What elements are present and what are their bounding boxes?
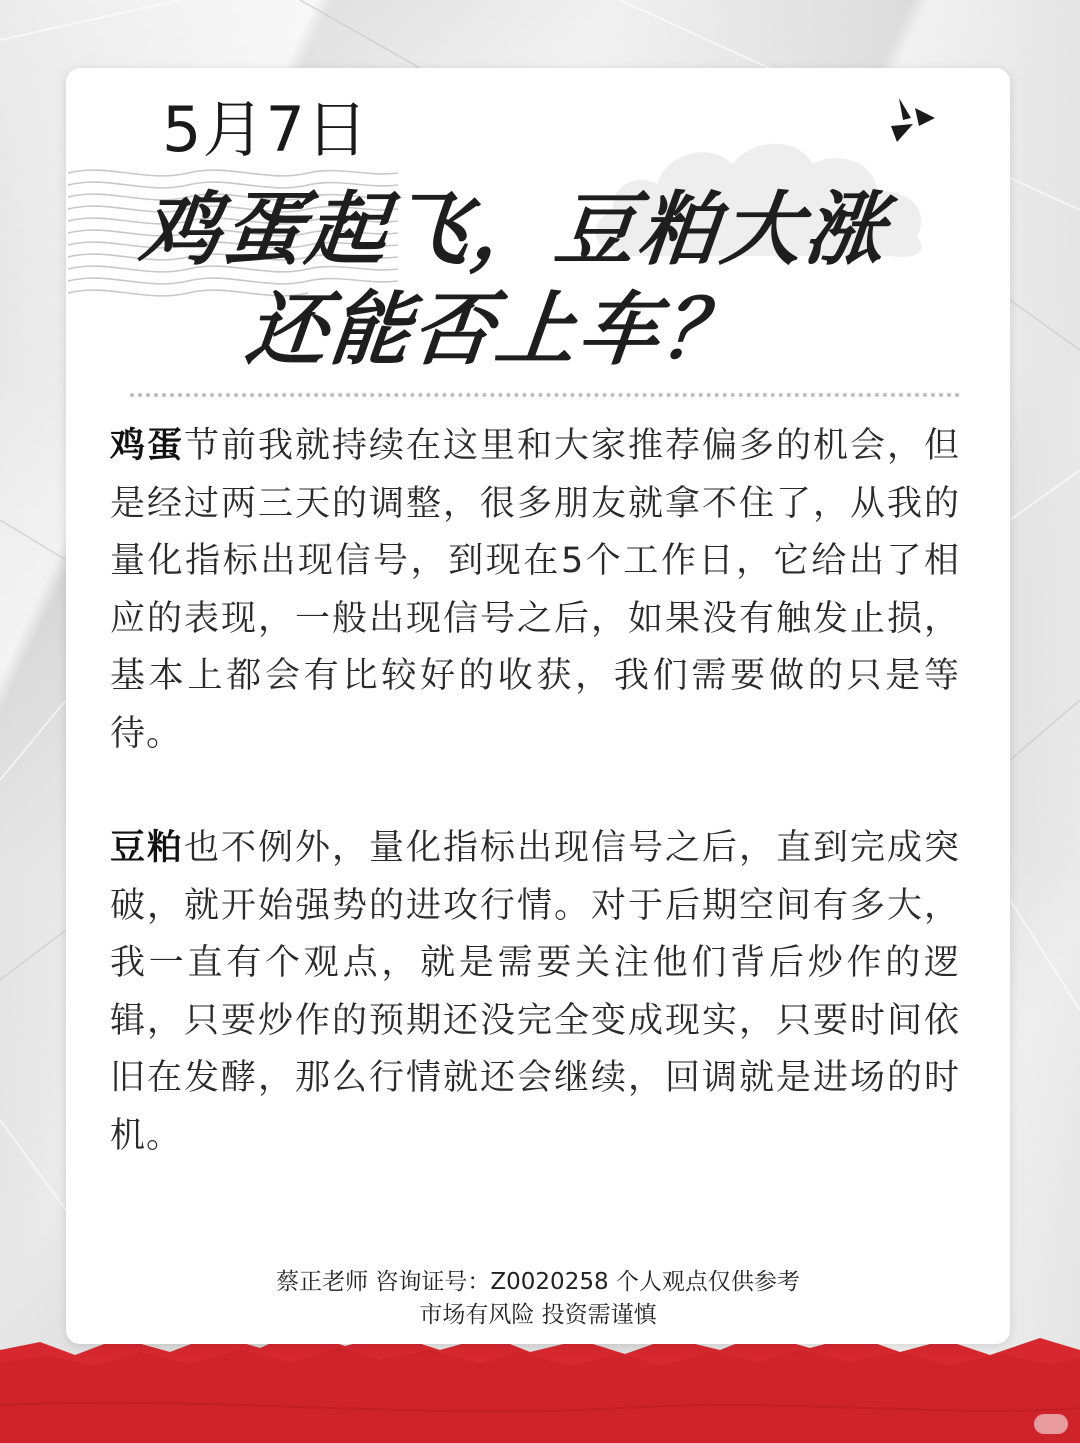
paragraph-body-soymeal: 也不例外，量化指标出现信号之后，直到完成突破，就开始强势的进攻行情。对于后期空间有多大，我一直有个观点，就是需要关注他们背后炒作的逻辑，只要炒作的预期还没完全变成现实，只要时间依旧在发酵，那么行情就还会继续，回调就是进场的时机。 bbox=[110, 828, 960, 1156]
disclaimer-line-2: 市场有风险 投资需谨慎 bbox=[419, 1302, 657, 1328]
paragraph-eggs bbox=[110, 418, 960, 763]
disclaimer-footer bbox=[66, 1266, 1010, 1332]
date-label: 5月7日 bbox=[162, 93, 369, 166]
paragraph-body-eggs: 节前我就持续在这里和大家推荐偏多的机会，但是经过两三天的调整，很多朋友就拿不住了，从我的量化指标出现信号，到现在5个工作日，它给出了相应的表现，一般出现信号之后，如果没有触发止损，基本上都会有比较好的收获，我们需要做的只是等待。 bbox=[110, 426, 960, 754]
content-card bbox=[66, 68, 1010, 1344]
paragraph-lead-eggs: 鸡蛋 bbox=[110, 426, 184, 466]
paragraph-lead-soymeal: 豆粕 bbox=[110, 828, 184, 868]
watermark-badge bbox=[1034, 1414, 1068, 1434]
dotted-divider bbox=[130, 393, 960, 397]
burst-icon bbox=[889, 96, 937, 146]
headline-line-1: 鸡蛋起飞，豆粕大涨 bbox=[135, 183, 893, 276]
paragraph-soymeal bbox=[110, 820, 960, 1165]
headline-line-2: 还能否上车？ bbox=[242, 283, 750, 376]
disclaimer-line-1: 蔡正老师 咨询证号：Z0020258 个人观点仅供参考 bbox=[276, 1269, 800, 1295]
